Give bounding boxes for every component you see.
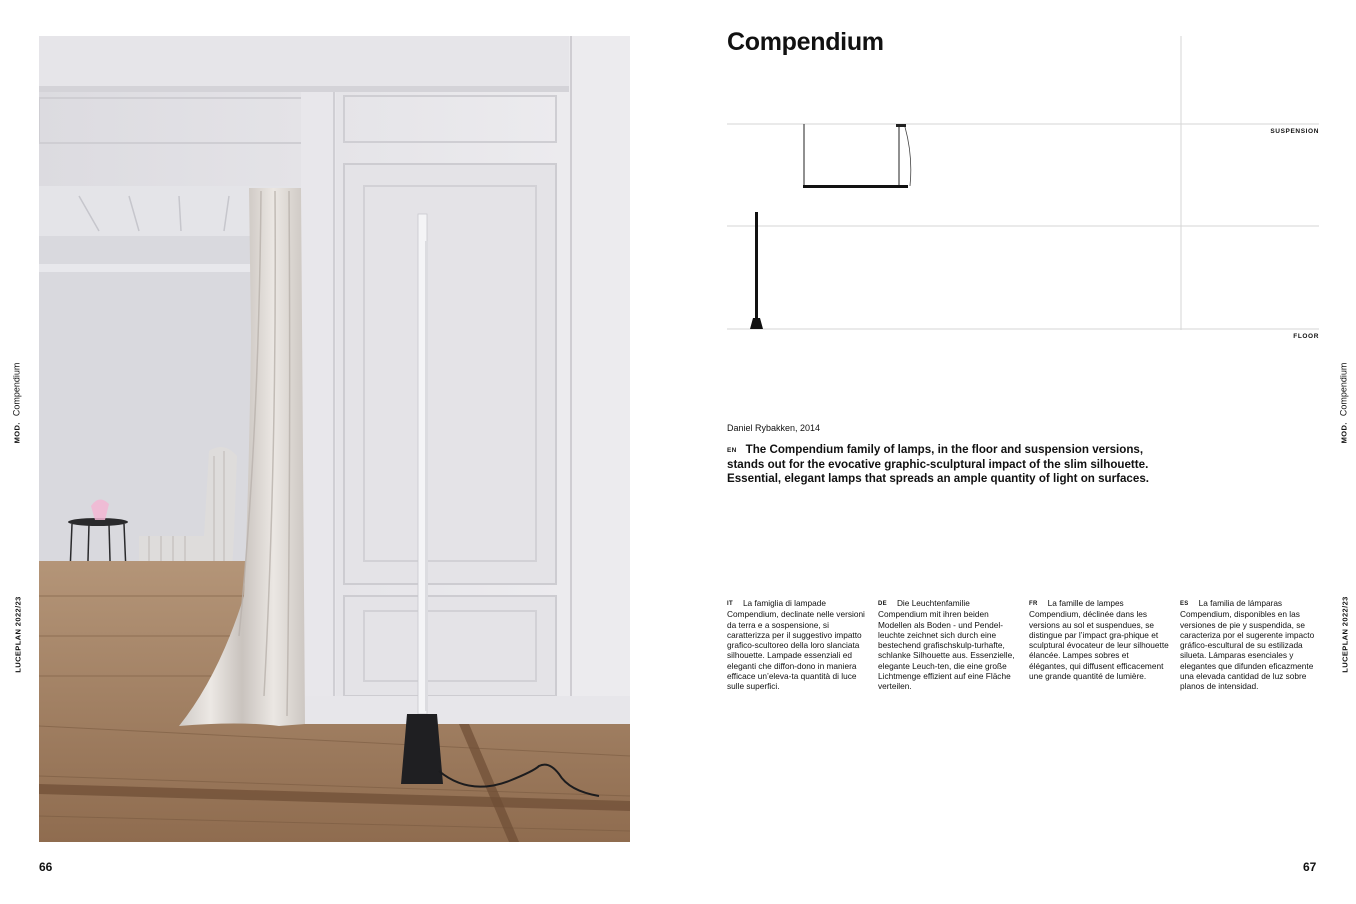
- lang-tag-es: ES: [1180, 601, 1189, 607]
- lang-tag-fr: FR: [1029, 601, 1038, 607]
- lang-tag-de: DE: [878, 601, 887, 607]
- lead-text: The Compendium family of lamps, in the floor and suspension versions, stands out for the evocative graphic-sculptural impact of the slim silhouette. Essential, elegant lamps that spreads an ample quantity of light on surfaces.: [727, 443, 1149, 485]
- text-column-it: IT La famiglia di lampade Compendium, declinate nelle versioni da terra e a sospensione, si caratterizza per il suggestivo impatto grafico-scultoreo della loro slanciata silhouette. Lampade essenziali ed eleganti che diffon-dono in maniera efficace un’eleva-ta quantità di luce sulle superfici.: [727, 598, 865, 692]
- text-column-es: ES La familia de lámparas Compendium, disponibles en las versiones de pie y suspendida, se caracteriza por el sugerente impacto gráfico-escultural de su estilizada silueta. Lámparas esenciales y elegantes que difunden eficazmente una elevada cantidad de luz sobre planos de intensidad.: [1180, 598, 1315, 692]
- lang-tag-it: IT: [727, 601, 733, 607]
- page-number-right: 67: [1303, 860, 1317, 874]
- text-column-de: DE Die Leuchtenfamilie Compendium mit ihren beiden Modellen als Boden - und Pendel-leuchte zeichnet sich durch eine bestechend grafischskulp-turhafte, schlanke Silhouette aus. Essenzielle, elegante Leuch-ten, die eine große Lichtmenge effizient auf eine Fläche verteilen.: [878, 598, 1015, 692]
- lead-paragraph: [727, 443, 1167, 486]
- floor-label: FLOOR: [1293, 333, 1319, 340]
- designer-credit: Daniel Rybakken, 2014: [727, 423, 821, 433]
- product-versions-diagram: [727, 36, 1319, 346]
- product-title: Compendium: [727, 28, 884, 56]
- floor-lamp-drawing: [750, 212, 763, 329]
- interior-photo: [39, 36, 630, 842]
- side-label-model-right: MOD.Compendium: [1338, 362, 1349, 444]
- suspension-lamp-drawing: [803, 124, 911, 188]
- suspension-label: SUSPENSION: [1270, 128, 1319, 135]
- text-column-fr: FR La famille de lampes Compendium, déclinée dans les versions au sol et suspendues, se distingue par l’impact gra-phique et sculptural évocateur de leur silhouette élancée. Lampes sobres et élégantes, qui diffusent efficacement une grande quantité de lumière.: [1029, 598, 1169, 682]
- side-label-model-left: MOD.Compendium: [11, 362, 22, 444]
- side-label-catalogue-right: LUCEPLAN 2022/23: [1340, 596, 1350, 673]
- page-number-left: 66: [39, 860, 53, 874]
- side-label-catalogue-left: LUCEPLAN 2022/23: [13, 596, 23, 673]
- lang-tag-en: EN: [727, 447, 737, 454]
